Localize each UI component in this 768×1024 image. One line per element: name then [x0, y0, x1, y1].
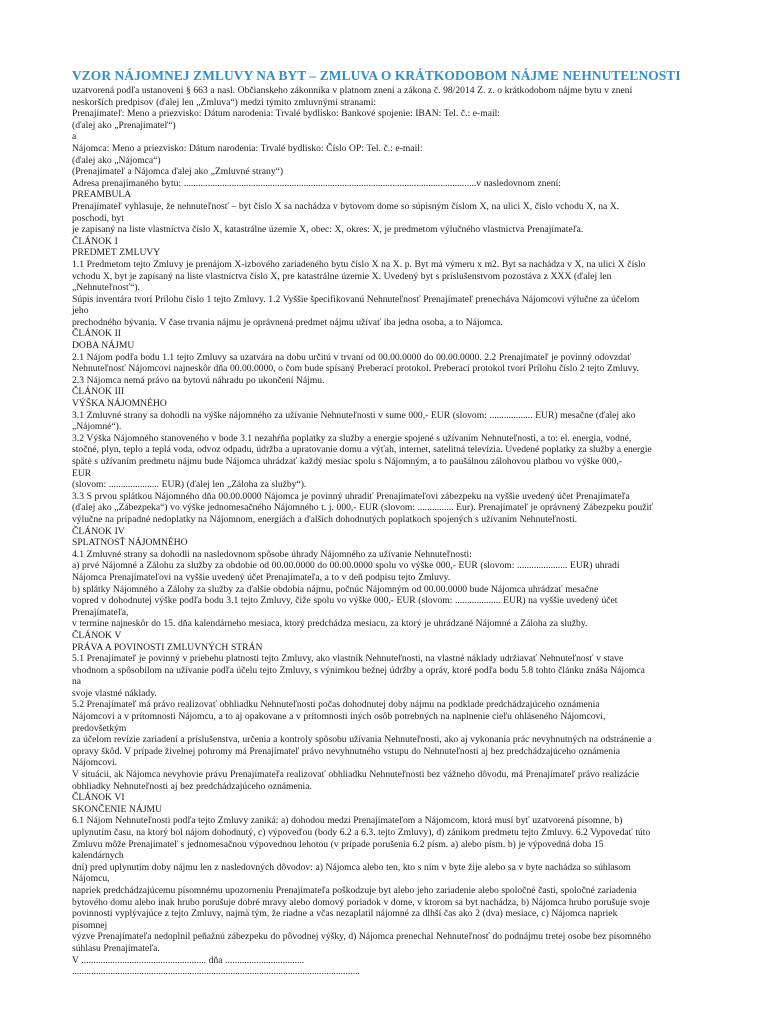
text-line: Nájomcu,: [72, 873, 110, 885]
text-line: Súpis inventára tvorí Prílohu číslo 1 tejto Zmluvy. 1.2 Vyššie špecifikovanú Nehnuteľnosť Prenajímateľ prenecháva Nájomcovi výlučne za účelom: [72, 293, 640, 305]
text-line: predovšetkým: [72, 722, 127, 734]
text-line: súhlasu Prenajímateľa.: [72, 942, 160, 954]
text-line: Nehnuteľnosť Nájomcovi najneskôr dňa 00.00.0000, o čom bude spísaný Preberací protokol. Preberací protokol tvorí Prílohu číslo 2 tejto Zmluvy.: [72, 363, 640, 375]
text-line: (ďalej ako „Nájomca“): [72, 154, 161, 166]
text-line: ČLÁNOK IV: [72, 525, 125, 537]
text-line: je zapísaný na liste vlastníctva číslo X, katastrálne územie X, obec: X, okres: X, je predmetom výlučného vlastníctva Prenajímateľa.: [72, 224, 584, 236]
text-line: ČLÁNOK V: [72, 629, 122, 641]
text-line: 4.1 Zmluvné strany sa dohodli na nasledovnom spôsobe úhrady Nájomného za užívanie Nehnuteľnosti:: [72, 548, 472, 560]
text-line: SKONČENIE NÁJMU: [72, 803, 163, 815]
text-line: dní) pred uplynutím doby nájmu len z nasledovných dôvodov: a) Nájomca alebo ten, kto s ním v byte žije alebo sa v byte nachádza so súhlasom: [72, 861, 631, 873]
document-body: [72, 85, 708, 978]
text-line: „Nájomné“).: [72, 421, 122, 433]
text-line: a: [72, 131, 77, 143]
text-line: 5.1 Prenajímateľ je povinný v priebehu platnosti tejto Zmluvy, ako vlastník Nehnuteľnosti, na vlastné náklady udržiavať Nehnuteľnosť v stave: [72, 653, 624, 665]
text-line: prechodného bývania. V čase trvania nájmu je oprávnená predmet nájmu užívať iba jedna osoba, a to Nájomca.: [72, 316, 503, 328]
text-line: 3.3 S prvou splátkou Nájomného dňa 00.00.0000 Nájomca je povinný uhradiť Prenajímateľovi zábezpeku na vyššie uvedený účet Prenajímateľa: [72, 490, 630, 502]
text-line: PREAMBULA: [72, 189, 132, 201]
text-line: Prenajímateľ vyhlasuje, že nehnuteľnosť – byt číslo X sa nachádza v bytovom dome so súpisným číslom X, na ulici X, číslo vchodu X, na X.: [72, 200, 620, 212]
text-line: 5.2 Prenajímateľ má právo realizovať obhliadku Nehnuteľnosti počas dohodnutej doby nájmu na podklade predchádzajúceho oznámenia: [72, 699, 600, 711]
text-line: písomnej: [72, 919, 108, 931]
text-line: na: [72, 676, 82, 688]
text-line: poschodí, byt: [72, 212, 124, 224]
text-line: svoje vlastné náklady.: [72, 687, 157, 699]
text-line: 2.3 Nájomca nemá právo na bytovú náhradu po ukončení Nájmu.: [72, 374, 325, 386]
text-line: ČLÁNOK III: [72, 386, 125, 398]
text-line: (Prenajímateľ a Nájomca ďalej ako „Zmluvné strany“): [72, 166, 284, 178]
text-line: Adresa prenajímaného bytu: ..........................................................................................................................v nasledovnom znení:: [72, 177, 561, 189]
text-line: Nájomca: Meno a priezvisko: Dátum narodenia: Trvalé bydlisko: Číslo OP: Tel. č.: e-mail:: [72, 142, 423, 154]
document-title: VZOR NÁJOMNEJ ZMLUVY NA BYT – ZMLUVA O KRÁTKODOBOM NÁJME NEHNUTEĽNOSTI: [72, 68, 681, 83]
text-line: 3.1 Zmluvné strany sa dohodli na výške nájomného za užívanie Nehnuteľnosti v sume 000,- EUR (slovom: .................. EUR) mesačne (ďalej ako: [72, 409, 636, 421]
text-line: ........................................................................................................................: [72, 966, 360, 978]
text-line: Nájomcovi a v prítomnosti Nájomcu, a to aj opakovane a v prítomnosti iných osôb potrebných na naplnenie cieľu ohláseného Nájomcovi,: [72, 711, 606, 723]
text-line: V .................................................... dňa .................................: [72, 954, 305, 966]
text-line: uzatvorená podľa ustanovení § 663 a nasl. Občianskeho zákonníka v platnom znení a zákona č. 98/2014 Z. z. o krátkodobom nájme bytu v znení: [72, 85, 633, 96]
text-line: obhliadky Nehnuteľnosti aj bez predchádzajúceho oznámenia.: [72, 780, 312, 792]
text-line: Nájomca Prenajímateľovi na vyššie uvedený účet Prenajímateľa, a to v deň podpisu tejto Zmluvy.: [72, 571, 451, 583]
text-line: VÝŠKA NÁJOMNÉHO: [72, 398, 167, 410]
text-line: za účelom revízie zariadení a príslušenstva, určenia a kontroly spôsobu užívania Nehnuteľnosti, ako aj vykonania prác nevyhnutných na odstránenie a: [72, 734, 652, 746]
text-line: (slovom: ..................... EUR) (ďalej len „Záloha za služby“).: [72, 479, 307, 491]
text-line: a) prvé Nájomné a Zálohu za služby za obdobie od 00.00.0000 do 00.00.0000 spolu vo výške 000,- EUR (slovom: ..................... EUR) uhradí: [72, 560, 620, 572]
text-line: b) splátky Nájomného a Zálohy za služby za ďalšie obdobia nájmu, počnúc Nájomným od 00.00.0000 bude Nájomca uhrádzať mesačne: [72, 583, 599, 595]
text-line: (ďalej ako „Prenajímateľ“): [72, 119, 176, 131]
text-line: 6.1 Nájom Nehnuteľnosti podľa tejto Zmluvy zaniká: a) dohodou medzi Prenajímateľom a Nájomcom, ktorá musí byť uzatvorená písomne, b): [72, 815, 623, 827]
text-line: bytového domu alebo inak hrubo porušuje dobré mravy alebo domový poriadok v dome, v ktorom sa byt nachádza, b) Nájomca hrubo porušuje svoje: [72, 896, 650, 908]
text-line: kalendárnych: [72, 850, 124, 862]
text-line: vopred v dohodnutej výške podľa bodu 3.1 tejto Zmluvy, čiže spolu vo výške 000,- EUR (slovom: ................... EUR) na vyššie uvedený účet: [72, 595, 618, 607]
text-line: ČLÁNOK I: [72, 235, 118, 247]
text-line: ČLÁNOK VI: [72, 792, 125, 804]
text-line: 3.2 Výška Nájomného stanoveného v bode 3.1 nezahŕňa poplatky za služby a energie spojené s užívaním Nehnuteľnosti, a to: el. energia, vodné,: [72, 432, 632, 444]
text-line: „Nehnuteľnosť“).: [72, 282, 140, 294]
text-line: opravy škôd. V prípade živelnej pohromy má Prenajímateľ právo nevyhnutného vstupu do Nehnuteľnosti aj bez predchádzajúceho oznámenia: [72, 745, 620, 757]
text-line: Zmluvu môže Prenajímateľ s jednomesačnou výpovednou lehotou (v prípade porušenia 6.2 písm. a) alebo písm. b) je výpovedná doba 15: [72, 838, 604, 850]
text-line: Prenajímateľa,: [72, 606, 129, 618]
text-line: výzve Prenajímateľa nedoplnil peňažnú zábezpeku do pôvodnej výšky, d) Nájomca prenechal Nehnuteľnosť do podnájmu tretej osobe bez písomného: [72, 931, 651, 943]
text-line: spätė s užívaním predmetu nájmu bude Nájomca uhrádzať každý mesiac spolu s Nájomným, a to paušálnou zálohovou platbou vo výške 000,-: [72, 456, 623, 467]
text-line: povinnosti vyplývajúce z tejto Zmluvy, najmä tým, že riadne a včas nezaplatil nájomné za dlhší čas ako 2 (dva) mesiace, c) Nájomca napriek: [72, 908, 618, 920]
text-line: jeho: [72, 305, 89, 317]
text-line: neskorších predpisov (ďalej len „Zmluva“) medzi týmito zmluvnými stranami:: [72, 96, 377, 108]
text-line: vchodu X, byt je zapísaný na liste vlastníctva číslo X, pre katastrálne územie X. Uvedený byt s príslušenstvom pozostáva z XXX (ďalej len: [72, 270, 612, 282]
text-line: ČLÁNOK II: [72, 328, 121, 340]
text-line: uplynutím času, na ktorý bol nájom dohodnutý, c) výpoveďou (body 6.2 a 6.3. tejto Zmluvy), d) zánikom predmetu tejto Zmluvy. 6.2 Vypovedať túto: [72, 827, 651, 838]
text-line: SPLATNOSŤ NÁJOMNÉHO: [72, 537, 188, 549]
text-line: napriek predchádzajúcemu písomnému upozorneniu Prenajímateľa poškodzuje byt alebo jeho zariadenie alebo spoločné časti, spoločné zariadenia: [72, 884, 637, 896]
text-line: Nájomcovi.: [72, 757, 118, 769]
text-line: 1.1 Predmetom tejto Zmluvy je prenájom X-izbového zariadeného bytu číslo X na X. p. Byt má výmeru x m2. Byt sa nachádza v X, na ulici X číslo: [72, 258, 646, 270]
text-line: 2.1 Nájom podľa bodu 1.1 tejto Zmluvy sa uzatvára na dobu určitú v trvaní od 00.00.0000 do 00.00.0000. 2.2 Prenajímateľ je povinný odovzdať: [72, 351, 632, 363]
text-line: PRÁVA A POVINOSTI ZMLUVNÝCH STRÁN: [72, 641, 263, 653]
text-line: vhodnom a spôsobilom na užívanie podľa účelu tejto Zmluvy, s výnimkou bežnej údržby a opráv, ktoré podľa bodu 5.8 tohto článku znáša Nájomca: [72, 664, 645, 676]
text-line: V situácii, ak Nájomca nevyhovie právu Prenajímateľa realizovať obhliadku Nehnuteľnosti bez vážneho dôvodu, má Prenajímateľ právo realizácie: [72, 769, 640, 781]
text-line: (ďalej ako „Zábezpeka“) vo výške jednomesačného Nájomného t. j. 000,- EUR (slovom: ............... Eur). Prenajímateľ je oprávnený Zábezpeku použiť: [72, 502, 654, 514]
text-line: výlučne na prípadné nedoplatky na Nájomnom, energiách a ďalších dohodnutých poplatkoch spojených s užívaním Nehnuteľnosti.: [72, 513, 578, 525]
text-line: DOBA NÁJMU: [72, 340, 135, 352]
text-line: v termíne najneskôr do 15. dňa kalendárneho mesiaca, ktorý predchádza mesiacu, za ktorý je uhrádzané Nájomné a Záloha za služby.: [72, 618, 588, 630]
text-line: stočné, plyn, teplo a teplá voda, odvoz odpadu, údržba a upratovanie domu a výťah, internet, satelitná televízia. Uvedené poplatky za služby a energie: [72, 444, 652, 456]
text-line: EUR: [72, 467, 92, 479]
text-line: Prenajímateľ: Meno a priezvisko: Dátum narodenia: Trvalé bydlisko: Bankové spojenie: IBAN: Tel. č.: e-mail:: [72, 108, 500, 120]
text-line: PREDMET ZMLUVY: [72, 247, 161, 259]
